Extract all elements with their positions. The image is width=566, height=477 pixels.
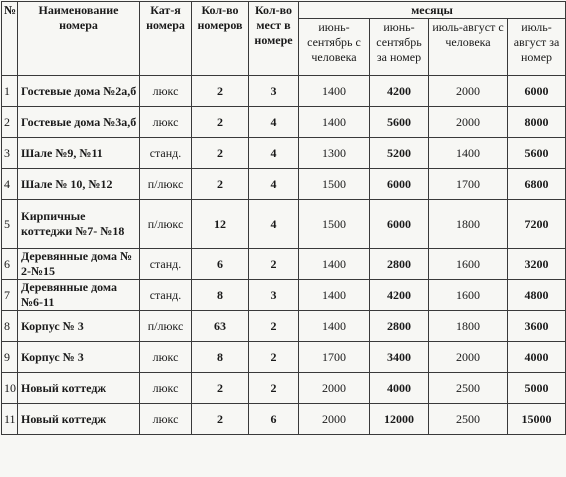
cell-rooms: 8 — [192, 280, 249, 311]
cell-jul-aug-room: 15000 — [508, 404, 566, 435]
cell-jun-sep-room: 5200 — [370, 138, 429, 169]
cell-places: 2 — [249, 373, 299, 404]
cell-jul-aug-room: 5000 — [508, 373, 566, 404]
cell-rooms: 2 — [192, 107, 249, 138]
cell-name: Деревянные дома № 2-№15 — [18, 249, 140, 280]
cell-rooms: 6 — [192, 249, 249, 280]
cell-num: 11 — [2, 404, 18, 435]
table-row — [2, 342, 566, 373]
table-row — [2, 138, 566, 169]
header-jul-aug-room: июль-август за номер — [508, 19, 566, 76]
cell-jun-sep-person: 1400 — [299, 249, 370, 280]
table-row — [2, 169, 566, 200]
header-name: Наименование номера — [18, 2, 140, 76]
cell-name: Корпус № 3 — [18, 311, 140, 342]
cell-jun-sep-person: 2000 — [299, 404, 370, 435]
cell-num: 10 — [2, 373, 18, 404]
cell-jul-aug-room: 6800 — [508, 169, 566, 200]
cell-name: Шале №9, №11 — [18, 138, 140, 169]
cell-places: 3 — [249, 76, 299, 107]
cell-jul-aug-person: 1800 — [429, 200, 508, 249]
cell-places: 4 — [249, 107, 299, 138]
cell-name: Гостевые дома №3а,б — [18, 107, 140, 138]
cell-rooms: 12 — [192, 200, 249, 249]
cell-places: 2 — [249, 249, 299, 280]
cell-places: 4 — [249, 200, 299, 249]
cell-jun-sep-room: 2800 — [370, 249, 429, 280]
header-jun-sep-room: июнь-сентябрь за номер — [370, 19, 429, 76]
cell-places: 3 — [249, 280, 299, 311]
cell-name: Деревянные дома №6-11 — [18, 280, 140, 311]
cell-name: Корпус № 3 — [18, 342, 140, 373]
cell-category: люкс — [140, 107, 192, 138]
cell-jun-sep-room: 6000 — [370, 200, 429, 249]
cell-category: п/люкс — [140, 200, 192, 249]
cell-num: 8 — [2, 311, 18, 342]
cell-jun-sep-person: 1400 — [299, 280, 370, 311]
cell-jul-aug-room: 4000 — [508, 342, 566, 373]
cell-num: 7 — [2, 280, 18, 311]
cell-jun-sep-room: 4000 — [370, 373, 429, 404]
cell-jun-sep-room: 4200 — [370, 280, 429, 311]
cell-jul-aug-person: 2500 — [429, 404, 508, 435]
cell-jul-aug-person: 1700 — [429, 169, 508, 200]
cell-rooms: 8 — [192, 342, 249, 373]
cell-jun-sep-room: 4200 — [370, 76, 429, 107]
cell-jun-sep-room: 12000 — [370, 404, 429, 435]
cell-num: 9 — [2, 342, 18, 373]
cell-category: станд. — [140, 138, 192, 169]
cell-rooms: 2 — [192, 138, 249, 169]
table-row — [2, 200, 566, 249]
cell-jul-aug-room: 7200 — [508, 200, 566, 249]
cell-name: Кирпичные коттеджи №7- №18 — [18, 200, 140, 249]
cell-category: люкс — [140, 373, 192, 404]
cell-jul-aug-room: 3600 — [508, 311, 566, 342]
cell-category: п/люкс — [140, 311, 192, 342]
cell-jun-sep-room: 3400 — [370, 342, 429, 373]
cell-name: Гостевые дома №2а,б — [18, 76, 140, 107]
header-months: месяцы — [299, 2, 566, 19]
cell-category: люкс — [140, 404, 192, 435]
header-category: Кат-я номера — [140, 2, 192, 76]
cell-places: 2 — [249, 311, 299, 342]
cell-num: 1 — [2, 76, 18, 107]
cell-jul-aug-room: 3200 — [508, 249, 566, 280]
table-body — [2, 76, 566, 435]
table-row — [2, 249, 566, 280]
cell-places: 2 — [249, 342, 299, 373]
cell-num: 2 — [2, 107, 18, 138]
cell-jul-aug-room: 6000 — [508, 76, 566, 107]
cell-jun-sep-person: 1500 — [299, 200, 370, 249]
cell-places: 6 — [249, 404, 299, 435]
cell-name: Новый коттедж — [18, 404, 140, 435]
cell-jun-sep-person: 1300 — [299, 138, 370, 169]
table-row — [2, 107, 566, 138]
table-row — [2, 373, 566, 404]
cell-rooms: 2 — [192, 373, 249, 404]
cell-jun-sep-room: 5600 — [370, 107, 429, 138]
cell-jul-aug-person: 2000 — [429, 76, 508, 107]
table-header — [2, 2, 566, 76]
header-places: Кол-во мест в номере — [249, 2, 299, 76]
cell-jun-sep-person: 1700 — [299, 342, 370, 373]
header-rooms: Кол-во номеров — [192, 2, 249, 76]
header-num: № — [2, 2, 18, 76]
cell-rooms: 2 — [192, 404, 249, 435]
price-table — [1, 1, 566, 435]
cell-category: люкс — [140, 76, 192, 107]
cell-rooms: 63 — [192, 311, 249, 342]
cell-jun-sep-person: 1400 — [299, 76, 370, 107]
table-row — [2, 311, 566, 342]
cell-jun-sep-person: 1400 — [299, 107, 370, 138]
cell-category: п/люкс — [140, 169, 192, 200]
cell-category: станд. — [140, 280, 192, 311]
cell-num: 6 — [2, 249, 18, 280]
cell-jul-aug-person: 1600 — [429, 249, 508, 280]
cell-jul-aug-person: 2000 — [429, 342, 508, 373]
cell-jun-sep-room: 6000 — [370, 169, 429, 200]
cell-num: 3 — [2, 138, 18, 169]
cell-rooms: 2 — [192, 76, 249, 107]
cell-jul-aug-room: 5600 — [508, 138, 566, 169]
cell-places: 4 — [249, 169, 299, 200]
table-row — [2, 280, 566, 311]
header-jun-sep-person: июнь-сентябрь с человека — [299, 19, 370, 76]
cell-name: Новый коттедж — [18, 373, 140, 404]
cell-jun-sep-person: 1500 — [299, 169, 370, 200]
cell-rooms: 2 — [192, 169, 249, 200]
cell-jun-sep-person: 1400 — [299, 311, 370, 342]
cell-jun-sep-person: 2000 — [299, 373, 370, 404]
table-row — [2, 76, 566, 107]
cell-num: 5 — [2, 200, 18, 249]
cell-jul-aug-person: 1600 — [429, 280, 508, 311]
cell-name: Шале № 10, №12 — [18, 169, 140, 200]
cell-jun-sep-room: 2800 — [370, 311, 429, 342]
cell-places: 4 — [249, 138, 299, 169]
cell-jul-aug-person: 1800 — [429, 311, 508, 342]
header-jul-aug-person: июль-август с человека — [429, 19, 508, 76]
cell-jul-aug-person: 2500 — [429, 373, 508, 404]
cell-jul-aug-room: 8000 — [508, 107, 566, 138]
cell-category: люкс — [140, 342, 192, 373]
cell-jul-aug-person: 1400 — [429, 138, 508, 169]
cell-jul-aug-room: 4800 — [508, 280, 566, 311]
cell-num: 4 — [2, 169, 18, 200]
cell-jul-aug-person: 2000 — [429, 107, 508, 138]
table-row — [2, 404, 566, 435]
cell-category: станд. — [140, 249, 192, 280]
